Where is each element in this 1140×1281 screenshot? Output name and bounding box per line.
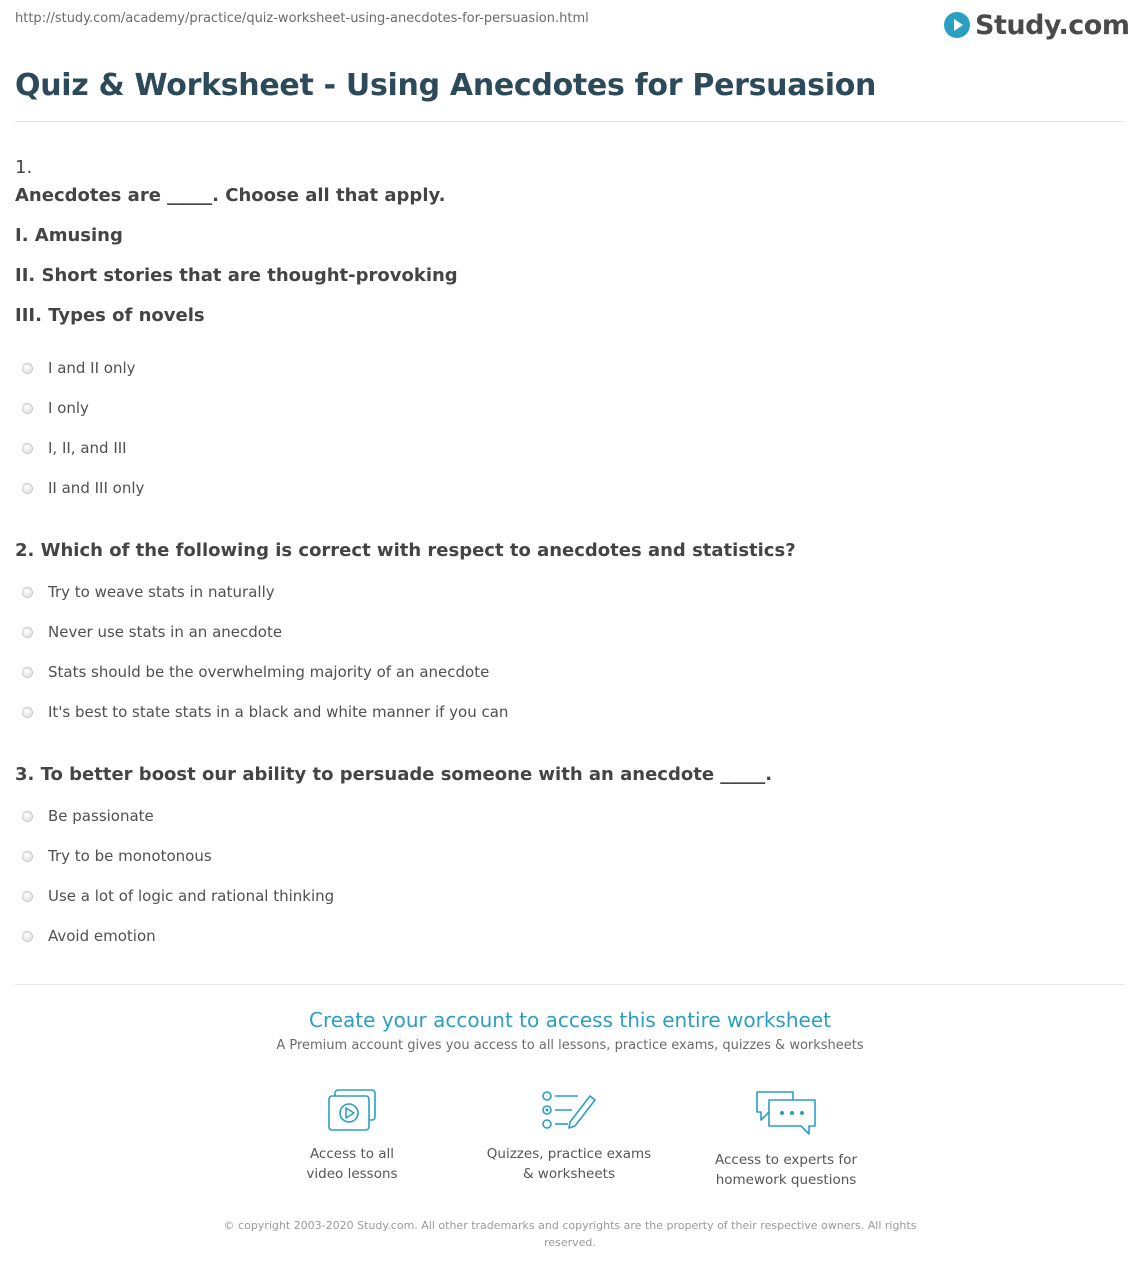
question-3-text: 3. To better boost our ability to persuade someone with an anecdote _____. (15, 764, 773, 785)
radio-button[interactable] (22, 587, 33, 598)
feature-text: Quizzes, practice exams & worksheets (486, 1146, 652, 1182)
cta-divider (15, 984, 1125, 985)
option-label: I and II only (48, 359, 136, 377)
question-3-option-3[interactable] (22, 885, 334, 907)
radio-button[interactable] (22, 811, 33, 822)
radio-button[interactable] (22, 627, 33, 638)
question-1-option-4[interactable] (22, 477, 144, 499)
question-3-option-1[interactable] (22, 805, 154, 827)
option-label: Never use stats in an anecdote (48, 623, 283, 641)
question-1-statement-3: III. Types of novels (15, 305, 205, 326)
option-label: Try to be monotonous (48, 847, 212, 865)
question-3-option-2[interactable] (22, 845, 212, 867)
radio-button[interactable] (22, 443, 33, 454)
question-2-option-2[interactable] (22, 621, 282, 643)
radio-button[interactable] (22, 667, 33, 678)
question-1-statement-2: II. Short stories that are thought-provoking (15, 265, 458, 286)
question-1-option-2[interactable] (22, 397, 89, 419)
option-label: Use a lot of logic and rational thinking (48, 887, 335, 905)
feature-experts (691, 1088, 881, 1190)
radio-button[interactable] (22, 931, 33, 942)
feature-text: Access to experts for homework questions (714, 1152, 857, 1188)
question-3-option-4[interactable] (22, 925, 156, 947)
option-label: II and III only (48, 479, 145, 497)
radio-button[interactable] (22, 483, 33, 494)
chat-experts-icon (753, 1088, 819, 1140)
option-label: Avoid emotion (48, 927, 156, 945)
radio-button[interactable] (22, 403, 33, 414)
question-1-option-3[interactable] (22, 437, 127, 459)
create-account-link[interactable]: Create your account to access this entire worksheet (309, 1008, 831, 1032)
title-divider (15, 121, 1125, 122)
page-url: http://study.com/academy/practice/quiz-worksheet-using-anecdotes-for-persuasion.html (15, 11, 589, 26)
radio-button[interactable] (22, 707, 33, 718)
logo-text: Study.com (975, 9, 1130, 41)
option-label: I, II, and III (48, 439, 127, 457)
study-logo[interactable] (944, 5, 1129, 45)
question-2-option-4[interactable] (22, 701, 508, 723)
play-logo-icon (944, 12, 970, 38)
question-1-number: 1. (15, 157, 33, 178)
feature-video-lessons (257, 1088, 447, 1184)
video-lessons-icon (325, 1088, 379, 1134)
radio-button[interactable] (22, 363, 33, 374)
question-2-option-3[interactable] (22, 661, 489, 683)
quiz-checklist-icon (540, 1088, 598, 1134)
cta-subtitle: A Premium account gives you access to all lessons, practice exams, quizzes & worksheets (276, 1038, 864, 1053)
option-label: I only (48, 399, 89, 417)
question-1-option-1[interactable] (22, 357, 136, 379)
question-2-option-1[interactable] (22, 581, 275, 603)
page-title: Quiz & Worksheet - Using Anecdotes for Persuasion (15, 68, 877, 103)
question-1-statement-1: I. Amusing (15, 225, 123, 246)
copyright-notice: © copyright 2003-2020 Study.com. All other trademarks and copyrights are the property of their respective owners. All rights reserved. (223, 1219, 917, 1249)
option-label: It's best to state stats in a black and white manner if you can (48, 703, 509, 721)
option-label: Be passionate (48, 807, 154, 825)
feature-text: Access to all video lessons (306, 1146, 398, 1182)
radio-button[interactable] (22, 851, 33, 862)
question-2-text: 2. Which of the following is correct with respect to anecdotes and statistics? (15, 540, 796, 561)
question-1-text: Anecdotes are _____. Choose all that apply. (15, 185, 446, 206)
feature-quizzes (474, 1088, 664, 1184)
radio-button[interactable] (22, 891, 33, 902)
option-label: Try to weave stats in naturally (48, 583, 275, 601)
option-label: Stats should be the overwhelming majority of an anecdote (48, 663, 490, 681)
